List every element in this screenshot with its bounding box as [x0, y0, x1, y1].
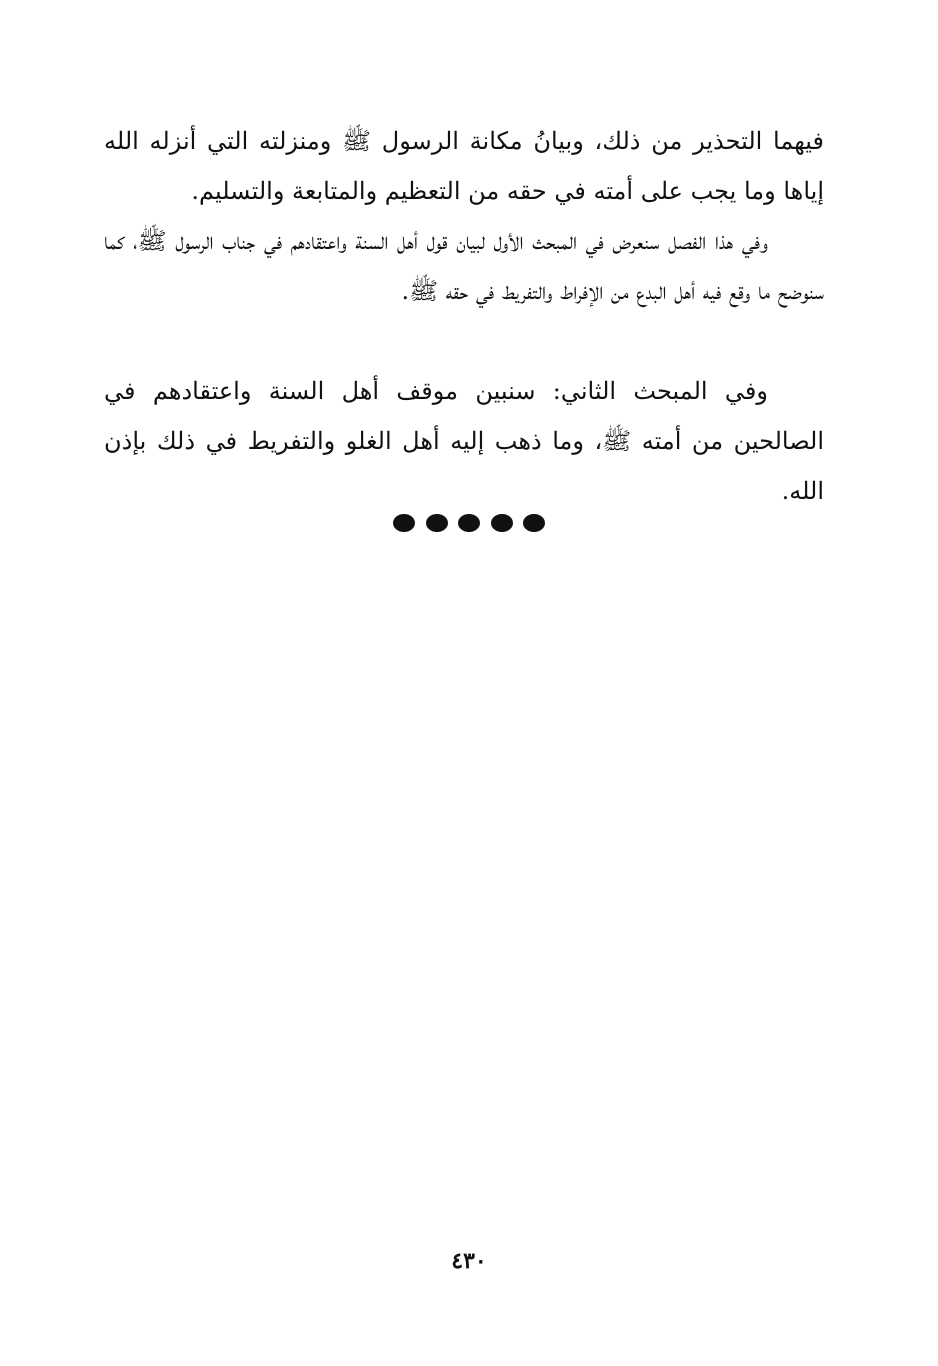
paragraph-intro-continuation: فيهما التحذير من ذلك، وبيانُ مكانة الرسول ﷺ ومنزلته التي أنزله الله إياها وما يجب على أمته في حقه من التعظيم والمتابعة والتسليم. [104, 127, 824, 205]
paragraph-first-section: وفي هذا الفصل سنعرض في المبحث الأول لبيان قول أهل السنة واعتقادهم في جناب الرسول ﷺ، كما سنوضح ما وقع فيه أهل البدع من الإفراط والتفريط في حقه ﷺ. [104, 227, 824, 305]
separator-dot [523, 514, 545, 532]
page-number: ٤٣٠ [451, 1248, 487, 1274]
paragraph-second-section: وفي المبحث الثاني: سنبين موقف أهل السنة واعتقادهم في الصالحين من أمته ﷺ، وما ذهب إليه أهل الغلو والتفريط في ذلك بإذن الله. [104, 377, 824, 505]
separator-dot [491, 514, 513, 532]
separator-dot [458, 514, 480, 532]
separator-dot [393, 514, 415, 532]
separator-dot [426, 514, 448, 532]
section-separator [393, 513, 545, 533]
